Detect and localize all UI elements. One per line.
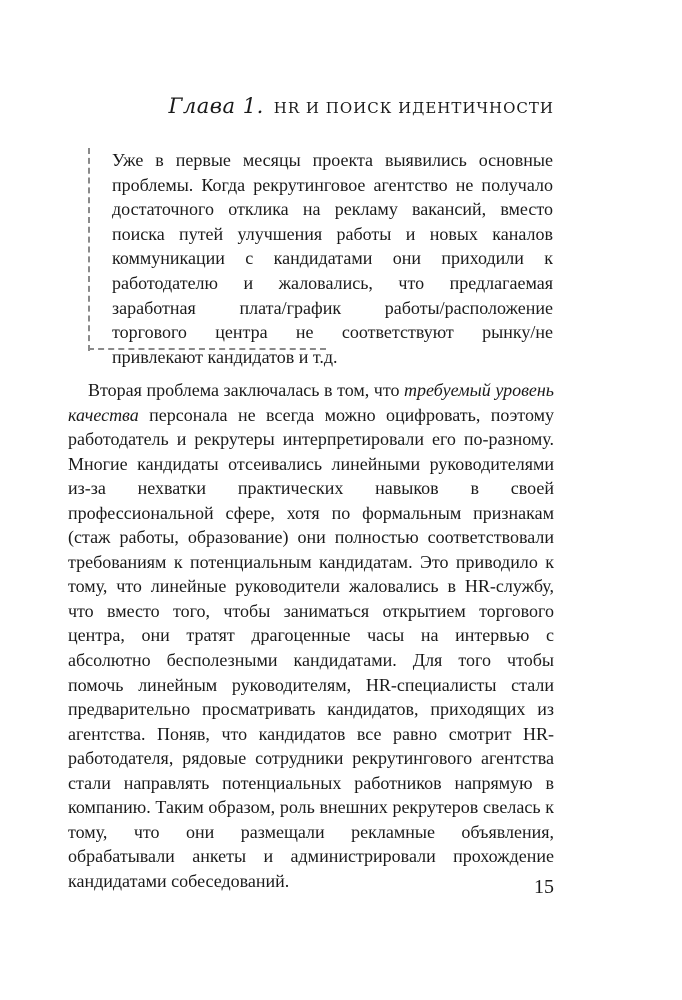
- running-header: [169, 94, 554, 118]
- callout-text: Уже в первые месяцы проекта выявились основные проблемы. Когда рекрутинговое агентство не получало достаточного отклика на рекламу вакансий, вместо поиска путей улучшения работы и новых каналов коммуникации с кандидатами они приходили к работодателю и жаловались, что предлагаемая заработная плата/график работы/расположение торгового центра не соответствуют рынку/не привлекают кандидатов и т.д.: [112, 150, 553, 367]
- callout-bottom-border: [88, 348, 326, 350]
- body-text-part-1: Вторая проблема заключалась в том, что: [88, 380, 405, 400]
- body-text-part-2: персонала не всегда можно оцифровать, поэтому работодатель и рекрутеры интерпретировали его по-разному. Многие кандидаты отсеивались линейными руководителями из-за нехватки практических навыков в своей профессиональной сфере, хотя по формальным признакам (стаж работы, образование) они полностью соответствовали требованиям к потенциальным кандидатам. Это приводило к тому, что линейные руководители жаловались в HR-службу, что вместо того, чтобы заниматься открытием торгового центра, они тратят драгоценные часы на интервью с абсолютно бесполезными кандидатами. Для того чтобы помочь линейным руководителям, HR-специалисты стали предварительно просматривать кандидатов, приходящих из агентства. Поняв, что кандидатов все равно смотрит HR-работодателя, рядовые сотрудники рекрутингового агентства стали направлять потенциальных работников напрямую в компанию. Таким образом, роль внешних рекрутеров свелась к тому, что они размещали рекламные объявления, обрабатывали анкеты и администрировали прохождение кандидатами собеседований.: [68, 404, 554, 891]
- callout-box: [88, 148, 553, 367]
- chapter-title: HR И ПОИСК ИДЕНТИЧНОСТИ: [273, 99, 554, 117]
- chapter-label: Глава 1.: [168, 94, 264, 118]
- page-number: 15: [534, 876, 554, 898]
- body-emphasis: требуемый уровень качества: [68, 380, 555, 425]
- body-paragraph: [68, 378, 554, 893]
